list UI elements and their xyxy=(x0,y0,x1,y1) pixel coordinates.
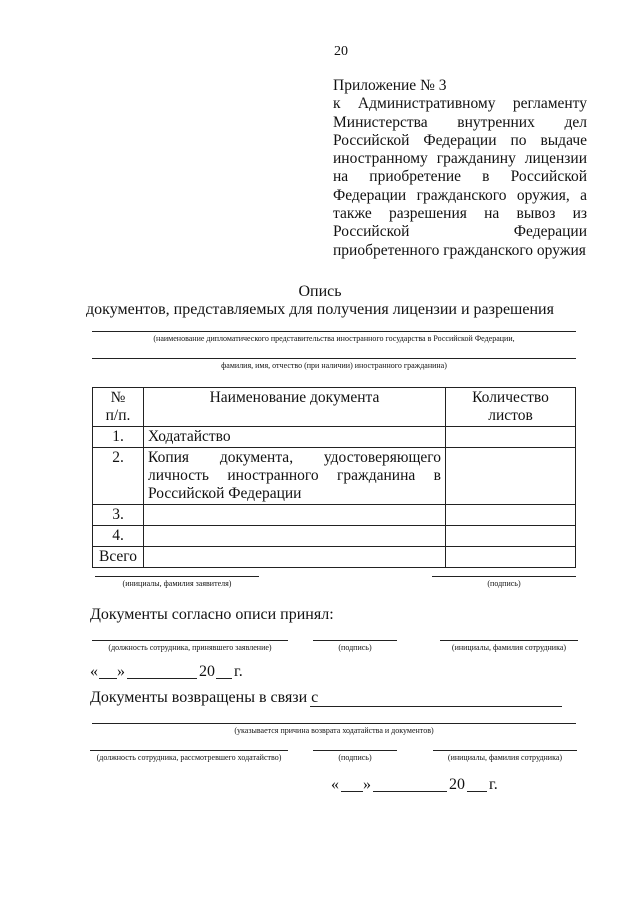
returned-date-quote-close: » xyxy=(363,776,371,793)
total-name xyxy=(144,547,446,568)
accepted-initials-line xyxy=(440,640,578,641)
accepted-date-quote-open: « xyxy=(90,663,98,680)
accepted-date-day-line xyxy=(99,678,117,679)
row-name: Ходатайство xyxy=(144,427,446,448)
row-name-line: Копия документа, удостоверяющего xyxy=(148,449,441,466)
header-name: Наименование документа xyxy=(144,388,446,427)
row-num: 1. xyxy=(93,427,144,448)
appendix-line: Министерства внутренних дел xyxy=(333,113,587,131)
table-row xyxy=(93,526,576,547)
returned-initials-caption: (инициалы, фамилия сотрудника) xyxy=(447,753,563,762)
embassy-field-line xyxy=(92,331,576,332)
row-qty xyxy=(446,448,576,505)
embassy-caption: (наименование дипломатического представительства иностранного государства в Российской Федерации, xyxy=(153,334,515,343)
accepted-signature-line xyxy=(313,640,397,641)
fio-field-line xyxy=(92,358,576,359)
accepted-date-year: 20 xyxy=(199,663,215,680)
fio-caption: фамилия, имя, отчество (при наличии) иностранного гражданина) xyxy=(221,361,447,370)
row-qty xyxy=(446,505,576,526)
returned-date-month-line xyxy=(373,791,447,792)
returned-reason-caption: (указывается причина возврата ходатайства и документов) xyxy=(234,726,434,735)
accepted-signature-caption: (подпись) xyxy=(338,643,372,652)
inventory-table xyxy=(92,387,576,568)
returned-date-year-line xyxy=(467,791,487,792)
accepted-position-caption: (должность сотрудника, принявшего заявление) xyxy=(108,643,272,652)
returned-signature-line xyxy=(313,750,397,751)
returned-position-caption: (должность сотрудника, рассмотревшего ходатайство) xyxy=(96,753,282,762)
accepted-date-quote-close: » xyxy=(117,663,125,680)
table-row xyxy=(93,427,576,448)
applicant-signature-line xyxy=(432,576,576,577)
accepted-date-month-line xyxy=(127,678,197,679)
returned-initials-line xyxy=(433,750,577,751)
appendix-line: Федерации гражданского оружия, а xyxy=(333,186,587,204)
applicant-initials-caption: (инициалы, фамилия заявителя) xyxy=(122,579,232,588)
returned-signature-caption: (подпись) xyxy=(338,753,372,762)
row-num: 4. xyxy=(93,526,144,547)
document-title: Опись xyxy=(298,283,342,300)
returned-date-day-line xyxy=(341,791,363,792)
returned-text: Документы возвращены в связи с xyxy=(90,689,319,706)
table-row xyxy=(93,448,576,505)
row-qty xyxy=(446,427,576,448)
accepted-date-year-line xyxy=(216,678,232,679)
document-subtitle: документов, представляемых для получения лицензии и разрешения xyxy=(86,301,554,318)
appendix-line: Приложение № 3 xyxy=(333,77,447,94)
row-num: 3. xyxy=(93,505,144,526)
row-name-line: Российской Федерации xyxy=(148,485,302,502)
applicant-initials-line xyxy=(95,576,259,577)
page-number: 20 xyxy=(334,44,348,59)
row-name xyxy=(144,526,446,547)
row-qty xyxy=(446,526,576,547)
returned-date-quote-open: « xyxy=(331,776,339,793)
row-num: 2. xyxy=(93,448,144,505)
appendix-line: также разрешения на вывоз из xyxy=(333,205,587,223)
row-name-line: личность иностранного гражданина в xyxy=(148,467,441,484)
total-label: Всего xyxy=(93,547,144,568)
table-row xyxy=(93,505,576,526)
returned-reason-line xyxy=(310,706,562,707)
header-num xyxy=(93,388,144,427)
appendix-line: приобретенного гражданского оружия xyxy=(333,241,586,259)
accepted-text: Документы согласно описи принял: xyxy=(90,606,334,623)
appendix-block xyxy=(333,77,587,260)
returned-reason-line-2 xyxy=(92,723,576,724)
table-header-row xyxy=(93,388,576,427)
header-qty: Количество листов xyxy=(446,388,576,427)
returned-position-line xyxy=(90,750,288,751)
total-qty xyxy=(446,547,576,568)
row-name xyxy=(144,448,446,505)
returned-date-year: 20 xyxy=(449,776,465,793)
accepted-position-line xyxy=(92,640,288,641)
accepted-date-suffix: г. xyxy=(234,663,243,680)
accepted-initials-caption: (инициалы, фамилия сотрудника) xyxy=(451,643,567,652)
appendix-line: к Административному регламенту xyxy=(333,95,587,113)
row-name xyxy=(144,505,446,526)
applicant-signature-caption: (подпись) xyxy=(487,579,521,588)
appendix-line: Российской Федерации xyxy=(333,223,587,241)
table-total-row xyxy=(93,547,576,568)
returned-date-suffix: г. xyxy=(489,776,498,793)
appendix-line: иностранному гражданину лицензии xyxy=(333,150,587,168)
appendix-line: Российской Федерации по выдаче xyxy=(333,131,587,149)
appendix-line: на приобретение в Российской xyxy=(333,168,587,186)
header-num-line1: № xyxy=(110,389,126,406)
header-num-line2: п/п. xyxy=(105,407,131,424)
